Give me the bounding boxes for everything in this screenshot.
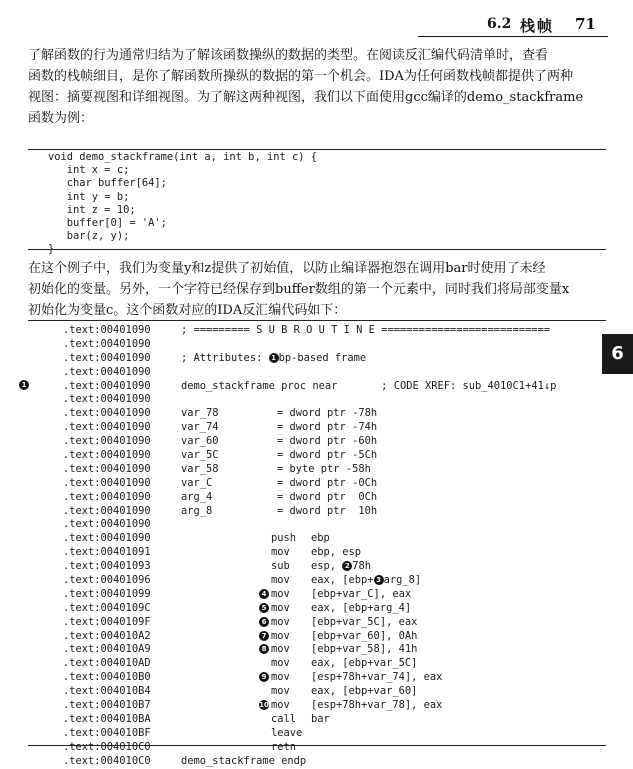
code-line: char buffer[64]; [48, 177, 167, 190]
section-title: 栈帧 [520, 17, 555, 35]
callout-marker-icon: 8 [259, 644, 269, 654]
callout-marker-icon: 10 [259, 701, 269, 710]
text-line: 初始化的变量。另外，一个字符已经保存到buffer数组的第一个元素中，同时我们将局部变量x [28, 282, 570, 297]
text-line: 视图：摘要视图和详细视图。为了解这两种视图，我们以下面使用gcc编译的demo_stackframe [28, 90, 584, 105]
callout-marker-icon: 7 [259, 631, 269, 641]
callout-marker-icon: 9 [259, 672, 269, 682]
page-number: 71 [575, 15, 596, 33]
intro-paragraph [28, 45, 606, 129]
text-line: 在这个例子中，我们为变量y和z提供了初始值，以防止编译器抱怨在调用bar时使用了未经 [28, 261, 546, 276]
explanation-paragraph [28, 258, 606, 321]
page-header [0, 8, 633, 34]
code-line: } [48, 243, 55, 256]
callout-marker-icon: 6 [259, 617, 269, 627]
text-line: 了解函数的行为通常归结为了解该函数操纵的数据的类型。在阅读反汇编代码清单时，查看 [28, 48, 549, 63]
callout-marker-icon: 3 [374, 575, 384, 585]
section-number: 6.2 [487, 16, 512, 32]
code-line: buffer[0] = 'A'; [48, 216, 167, 229]
chapter-tab: 6 [602, 334, 633, 374]
code-line: int y = b; [48, 190, 130, 203]
code-line: bar(z, y); [48, 230, 130, 243]
code-line: int x = c; [48, 164, 130, 177]
ida-disassembly-listing: .text:00401090 ; ========= S U B R O U T I N E =========================== .text:00401090 .text:00401090 ; Attributes: 1 bp-based frame .text:00401090 .text:00401090 demo_stackframe proc near ; CODE XREF: sub_4010C1+41↓p .text:00401090 .text:00401090 var_78 = dword ptr -78h .text:00401090 var_74 = dword ptr -74h .text:00401090 var_60 = dword ptr -60h .text:00401090 var_5C = dword ptr -5Ch .text:00401090 var_58 = byte ptr -58h .text:00401090 var_C = dword ptr -0Ch .text:00401090 arg_4 = dword ptr 0Ch .text:00401090 arg_8 = dword ptr 10h .text:00401090 .text:00401090 push ebp .text:00401091 mov ebp, esp .text:00401093 sub esp, 2 78h .text:00401096 mov eax, [ebp+ 3 arg_8] .text:00401099 4 mov [ebp+var_C], eax .text:0040109C 5 mov eax, [ebp+arg_4] .text:0040109F 6 mov [ebp+var_5C], eax .text:004010A2 7 mov [ebp+var_60], 0Ah .text:004010A9 8 mov [ebp+var_58], 41h .text:004010AD mov eax, [ebp+var_5C] .text:004010B0 9 mov [esp+78h+var_74], eax .text:004010B4 mov eax, [ebp+var_60] .text:004010B7 10 mov [esp+78h+var_78], eax .text:004010BA call bar .text:004010BF leave .text:004010C0 retn .text:004010C0 demo_stackframe endp [28, 320, 606, 746]
callout-marker-icon: 1 [269, 353, 279, 363]
code-line: void demo_stackframe(int a, int b, int c) { [48, 151, 317, 163]
callout-marker-icon: 2 [342, 561, 352, 571]
callout-marker-icon: 1 [19, 374, 29, 393]
code-line: int z = 10; [48, 203, 136, 216]
text-line: 函数为例： [28, 111, 94, 126]
callout-marker-icon: 5 [259, 603, 269, 613]
callout-marker-icon: 4 [259, 589, 269, 599]
text-line: 函数的栈帧细目，是你了解函数所操纵的数据的第一个机会。IDA为任何函数栈帧都提供了两种 [28, 69, 573, 84]
c-source-listing [28, 149, 606, 256]
text-line: 初始化为变量c。这个函数对应的IDA反汇编代码如下： [28, 303, 347, 318]
header-rule [418, 36, 608, 37]
